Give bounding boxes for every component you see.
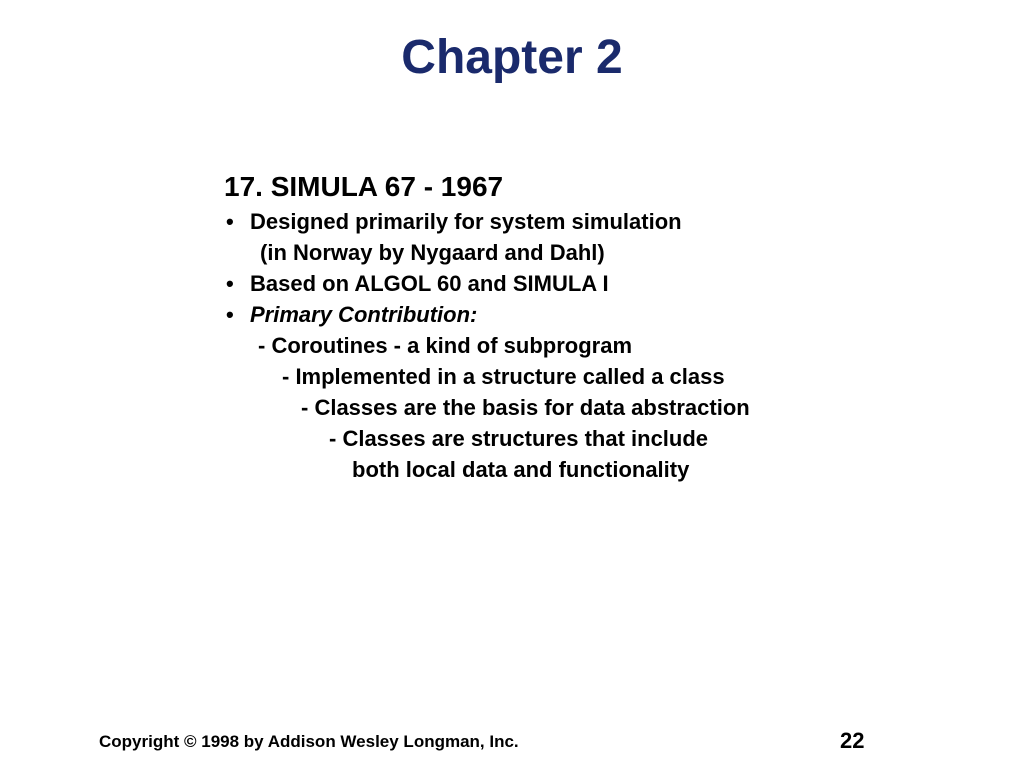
- bullet-text: Primary Contribution:: [250, 302, 478, 327]
- bullet-text: Designed primarily for system simulation: [250, 209, 682, 234]
- sub-item-classes-basis: - Classes are the basis for data abstraction: [301, 395, 750, 420]
- footer-copyright: Copyright © 1998 by Addison Wesley Longman, Inc.: [99, 732, 519, 751]
- section-heading: 17. SIMULA 67 - 1967: [224, 171, 504, 202]
- bullet-icon: •: [226, 302, 234, 327]
- sub-item-coroutines: - Coroutines - a kind of subprogram: [258, 333, 633, 358]
- bullet-icon: •: [226, 209, 234, 234]
- bullet-item-based-on: [224, 268, 864, 299]
- page-number: 22: [840, 728, 865, 753]
- sub-item-implemented: - Implemented in a structure called a class: [282, 364, 725, 389]
- bullet-text: Based on ALGOL 60 and SIMULA I: [250, 271, 609, 296]
- bullet-icon: •: [226, 271, 234, 296]
- sub-item-classes-structures: - Classes are structures that include: [329, 426, 709, 451]
- bullet-item-designed: [224, 206, 864, 237]
- bullet-continuation: (in Norway by Nygaard and Dahl): [260, 240, 605, 265]
- sub-item-continuation: both local data and functionality: [352, 457, 690, 482]
- bullet-item-primary-contribution: [224, 299, 864, 330]
- slide-content: [224, 168, 864, 485]
- slide-title: Chapter 2: [401, 31, 623, 84]
